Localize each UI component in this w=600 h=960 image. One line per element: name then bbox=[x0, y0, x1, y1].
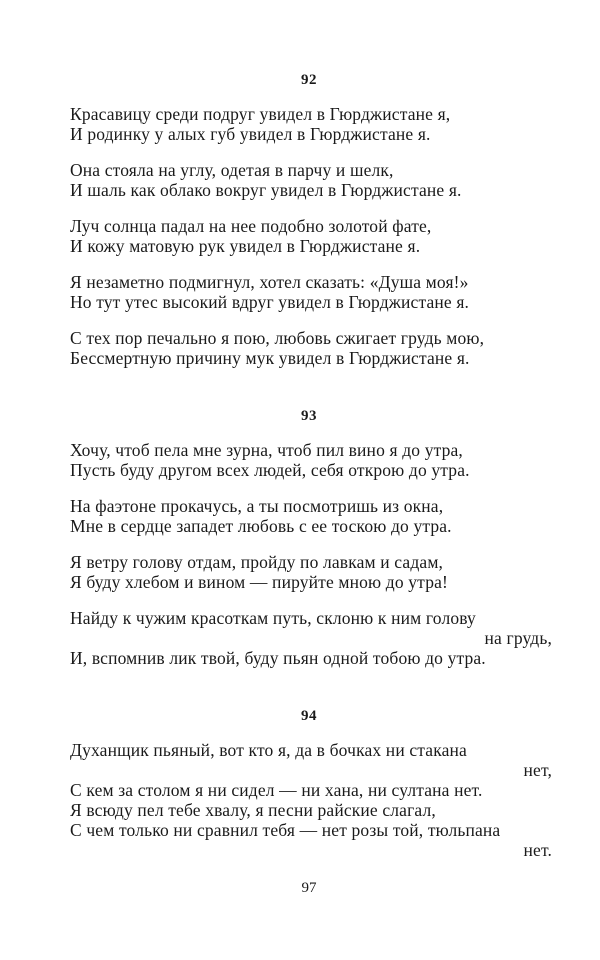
poem-line: Хочу, чтоб пела мне зурна, чтоб пил вино я до утра, bbox=[70, 440, 463, 460]
poem-line: Она стояла на углу, одетая в парчу и шелк, bbox=[70, 160, 394, 180]
poem-line-continuation: нет. bbox=[523, 840, 552, 860]
poem-line-continuation: нет, bbox=[523, 760, 552, 780]
poem-line: Пусть буду другом всех людей, себя открою до утра. bbox=[70, 460, 470, 480]
poem-line: Найду к чужим красоткам путь, склоню к ним голову bbox=[70, 608, 476, 628]
poem-line: И кожу матовую рук увидел в Гюрджистане я. bbox=[70, 236, 421, 256]
poem-line: Я буду хлебом и вином — пируйте мною до утра! bbox=[70, 572, 448, 592]
poem-line: И родинку у алых губ увидел в Гюрджистане я. bbox=[70, 124, 431, 144]
poem-line: С чем только ни сравнил тебя — нет розы той, тюльпана bbox=[70, 820, 501, 840]
poem-line: И, вспомнив лик твой, буду пьян одной тобою до утра. bbox=[70, 648, 486, 668]
poem-line: И шаль как облако вокруг увидел в Гюрджистане я. bbox=[70, 180, 462, 200]
poem-line: Красавицу среди подруг увидел в Гюрджистане я, bbox=[70, 104, 451, 124]
poem-number: 92 bbox=[301, 72, 317, 88]
page-number: 97 bbox=[301, 880, 317, 896]
poem-line: Луч солнца падал на нее подобно золотой фате, bbox=[70, 216, 432, 236]
poem-line: На фаэтоне прокачусь, а ты посмотришь из окна, bbox=[70, 496, 444, 516]
poem-line: Духанщик пьяный, вот кто я, да в бочках ни стакана bbox=[70, 740, 467, 760]
poem-line: Мне в сердце западет любовь с ее тоскою до утра. bbox=[70, 516, 452, 536]
poem-line: С кем за столом я ни сидел — ни хана, ни султана нет. bbox=[70, 780, 483, 800]
poem-line: Я ветру голову отдам, пройду по лавкам и садам, bbox=[70, 552, 444, 572]
poem-line: Но тут утес высокий вдруг увидел в Гюрджистане я. bbox=[70, 292, 470, 312]
poem-line: Я незаметно подмигнул, хотел сказать: «Душа моя!» bbox=[70, 272, 469, 292]
poem-line: Бессмертную причину мук увидел в Гюрджистане я. bbox=[70, 348, 470, 368]
poem-line-continuation: на грудь, bbox=[484, 628, 552, 648]
poem-number: 94 bbox=[301, 708, 317, 724]
poem-line: С тех пор печально я пою, любовь сжигает грудь мою, bbox=[70, 328, 485, 348]
poem-line: Я всюду пел тебе хвалу, я песни райские слагал, bbox=[70, 800, 436, 820]
poem-number: 93 bbox=[301, 408, 317, 424]
